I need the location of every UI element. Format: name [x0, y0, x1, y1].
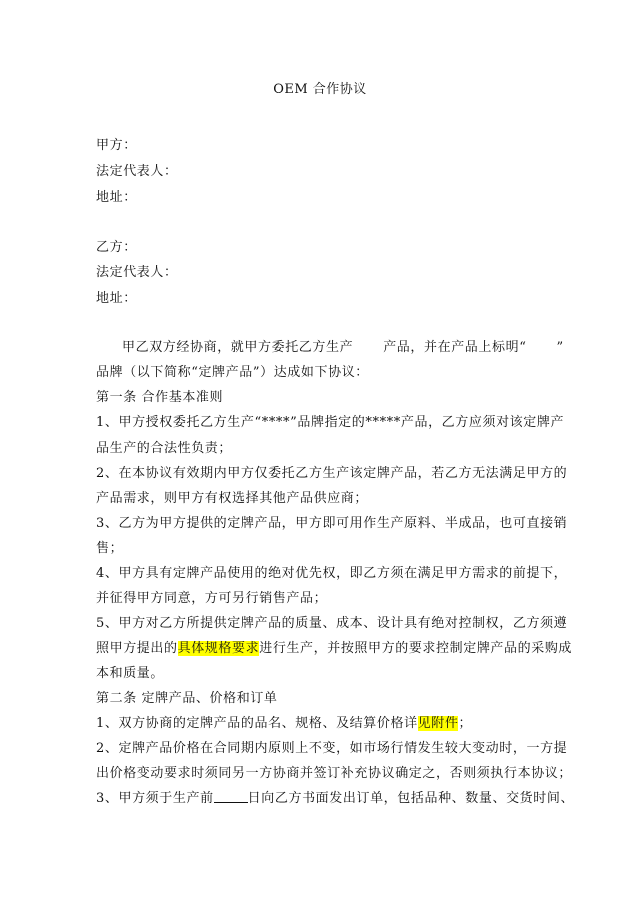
intro-text-b: 产品，并在产品上标明“	[383, 340, 527, 355]
article-1-clause-5-line-1: 5、甲方对乙方所提供定牌产品的质量、成本、设计具有绝对控制权，乙方须遵	[96, 616, 568, 631]
clause-5-text-a: 照甲方提出的	[96, 641, 178, 656]
a2-c1-text-a: 1、双方协商的定牌产品的品名、规格、及结算价格详	[96, 716, 418, 731]
intro-line-1	[122, 336, 564, 355]
a2-c1-text-b: ；	[458, 716, 473, 731]
intro-text-a: 甲乙双方经协商，就甲方委托乙方生产	[122, 340, 354, 355]
article-2-clause-1	[96, 712, 472, 731]
party-a-address: 地址：	[96, 190, 137, 205]
intro-text-c: ”	[556, 340, 564, 355]
party-a-label: 甲方：	[96, 138, 137, 153]
days-blank	[214, 790, 248, 803]
party-a-rep: 法定代表人：	[96, 164, 178, 179]
article-1-clause-1-line-2: 品生产的合法性负责；	[96, 441, 233, 456]
article-1-clause-5-line-2	[96, 637, 572, 656]
intro-line-2: 品牌（以下简称“定牌产品”）达成如下协议：	[96, 365, 369, 380]
article-1-clause-3-line-1: 3、乙方为甲方提供的定牌产品，甲方即可用作生产原料、半成品，也可直接销	[96, 516, 568, 531]
party-b-label: 乙方：	[96, 240, 137, 255]
article-1-clause-1-line-1: 1、甲方授权委托乙方生产“****”品牌指定的*****产品，乙方应须对该定牌产	[96, 415, 565, 430]
highlighted-spec-requirement: 具体规格要求	[177, 641, 260, 656]
article-1-clause-2-line-2: 产品需求，则甲方有权选择其他产品供应商；	[96, 491, 369, 506]
party-b-address: 地址：	[96, 291, 137, 306]
document-title: OEM 合作协议	[273, 82, 367, 97]
a2-c3-text-b: 日向乙方书面发出订单，包括品种、数量、交货时间、	[247, 791, 575, 806]
article-1-clause-3-line-2: 售；	[96, 541, 124, 556]
article-1-clause-5-line-3: 本和质量。	[96, 666, 165, 681]
a2-c3-text-a: 3、甲方须于生产前	[96, 791, 214, 806]
article-2-heading: 第二条 定牌产品、价格和订单	[96, 691, 278, 706]
highlighted-see-appendix: 见附件	[417, 716, 459, 731]
party-b-rep: 法定代表人：	[96, 265, 178, 280]
article-1-clause-4-line-2: 并征得甲方同意，方可另行销售产品；	[96, 591, 328, 606]
article-2-clause-3	[96, 787, 574, 806]
clause-5-text-b: 进行生产，并按照甲方的要求控制定牌产品的采购成	[259, 641, 573, 656]
article-1-clause-2-line-1: 2、在本协议有效期内甲方仅委托乙方生产该定牌产品，若乙方无法满足甲方的	[96, 466, 568, 481]
article-1-heading: 第一条 合作基本准则	[96, 390, 224, 405]
article-2-clause-2-line-2: 出价格变动要求时须同另一方协商并签订补充协议确定之，否则须执行本协议；	[96, 766, 573, 781]
article-1-clause-4-line-1: 4、甲方具有定牌产品使用的绝对优先权，即乙方须在满足甲方需求的前提下，	[96, 566, 568, 581]
article-2-clause-2-line-1: 2、定牌产品价格在合同期内原则上不变，如市场行情发生较大变动时，一方提	[96, 741, 568, 756]
